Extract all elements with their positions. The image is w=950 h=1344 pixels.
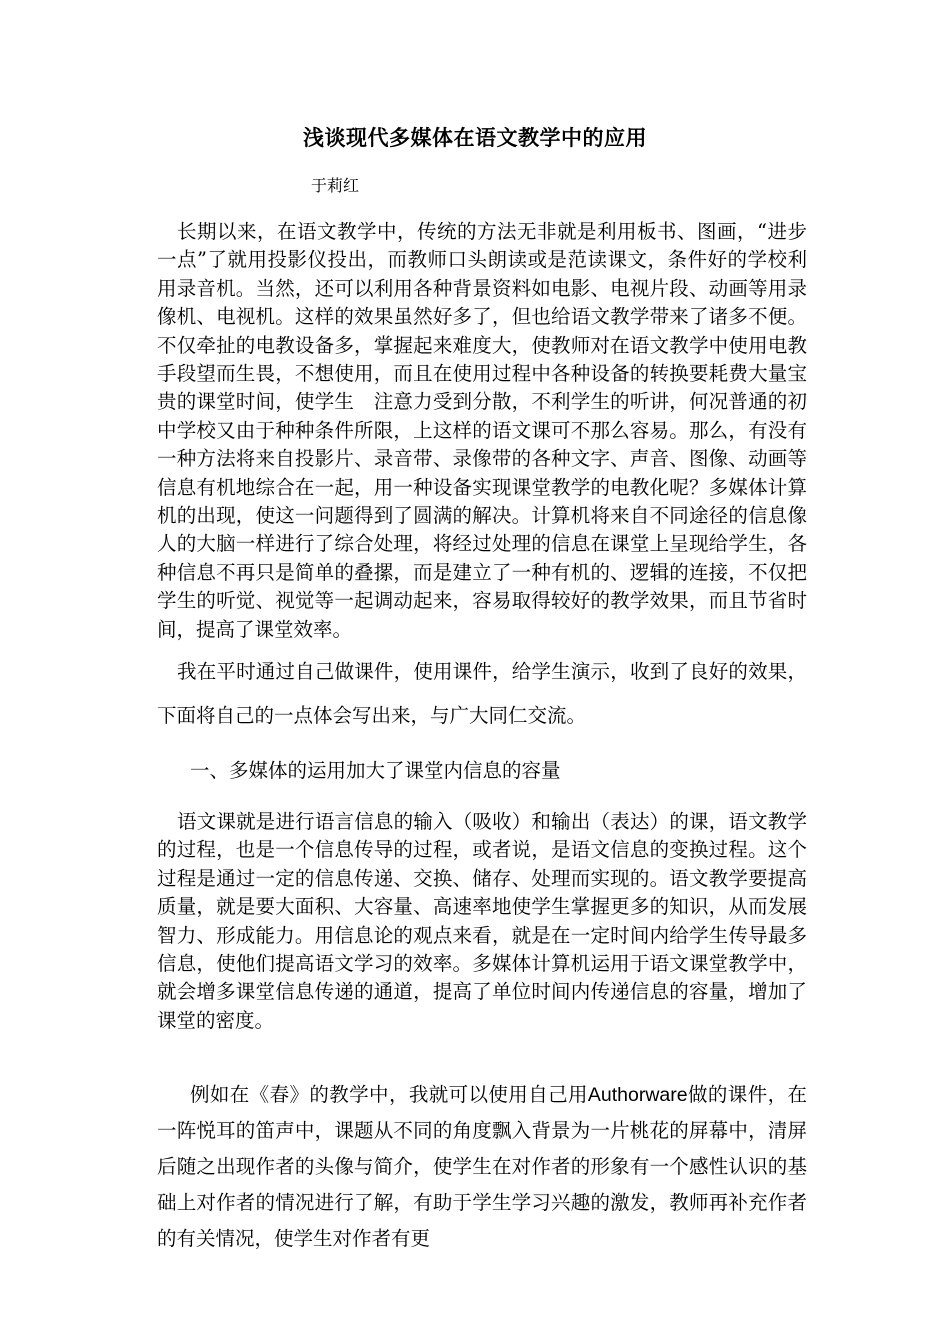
paragraph-2 [157,650,807,738]
paragraph-1-text: 长期以来，在语文教学中，传统的方法无非就是利用板书、图画，“进步一点”了就用投影仪投出，而教师口头朗读或是范读课文，条件好的学校利用录音机。当然，还可以利用各种背景资料如电影、电视片段、动画等用录像机、电视机。这样的效果虽然好多了，但也给语文教学带来了诸多不便。不仅牵扯的电教设备多，掌握起来难度大，使教师对在语文教学中使用电教手段望而生畏，不想使用，而且在使用过程中各种设备的转换要耗费大量宝贵的课堂时间，使学生 注意力受到分散，不利学生的听讲，何况普通的初中学校又由于种种条件所限，上这样的语文课可不那么容易。那么，有没有一种方法将来自投影片、录音带、录像带的各种文字、声音、图像、动画等信息有机地综合在一起，用一种设备实现课堂教学的电教化呢？多媒体计算机的出现，使这一问题得到了圆满的解决。计算机将来自不同途径的信息像人的大脑一样进行了综合处理，将经过处理的信息在课堂上呈现给学生，各种信息不再只是简单的叠摞，而是建立了一种有机的、逻辑的连接，不仅把学生的听觉、视觉等一起调动起来，容易取得较好的教学效果，而且节省时间，提高了课堂效率。 [157,220,807,641]
paragraph-2-text: 我在平时通过自己做课件，使用课件，给学生演示，收到了良好的效果，下面将自己的一点体会写出来，与广大同仁交流。 [157,660,807,727]
paragraph-4-first-line [157,1077,807,1257]
document-title: 浅谈现代多媒体在语文教学中的应用 [303,125,647,150]
paragraph-4-lead: 例如在《春》的教学中，我就可以使用自己用 [190,1083,588,1106]
paragraph-4-rest: 做的课件，在一阵悦耳的笛声中，课题从不同的角度飘入背景为一片桃花的屏幕中，清屏后随之出现作者的头像与简介，使学生在对作者的形象有一个感性认识的基础上对作者的情况进行了解，有助于学生学习兴趣的激发，教师再补充作者的有关情况，使学生对作者有更 [157,1083,807,1250]
paragraph-4 [157,1077,807,1253]
paragraph-3 [157,808,807,1035]
section-heading-1-text: 一、多媒体的运用加大了课堂内信息的容量 [190,759,561,782]
section-heading-1 [190,757,790,785]
paragraph-1 [157,218,807,644]
software-name: Authorware [587,1084,688,1106]
paragraph-3-text: 语文课就是进行语言信息的输入（吸收）和输出（表达）的课，语文教学的过程，也是一个信息传导的过程，或者说，是语文信息的变换过程。这个过程是通过一定的信息传递、交换、储存、处理而实现的。语文教学要提高质量，就是要大面积、大容量、高速率地使学生掌握更多的知识，从而发展智力、形成能力。用信息论的观点来看，就是在一定时间内给学生传导最多信息，使他们提高语文学习的效率。多媒体计算机运用于语文课堂教学中，就会增多课堂信息传递的通道，提高了单位时间内传递信息的容量，增加了课堂的密度。 [157,810,807,1032]
author-name: 于莉红 [311,176,360,195]
